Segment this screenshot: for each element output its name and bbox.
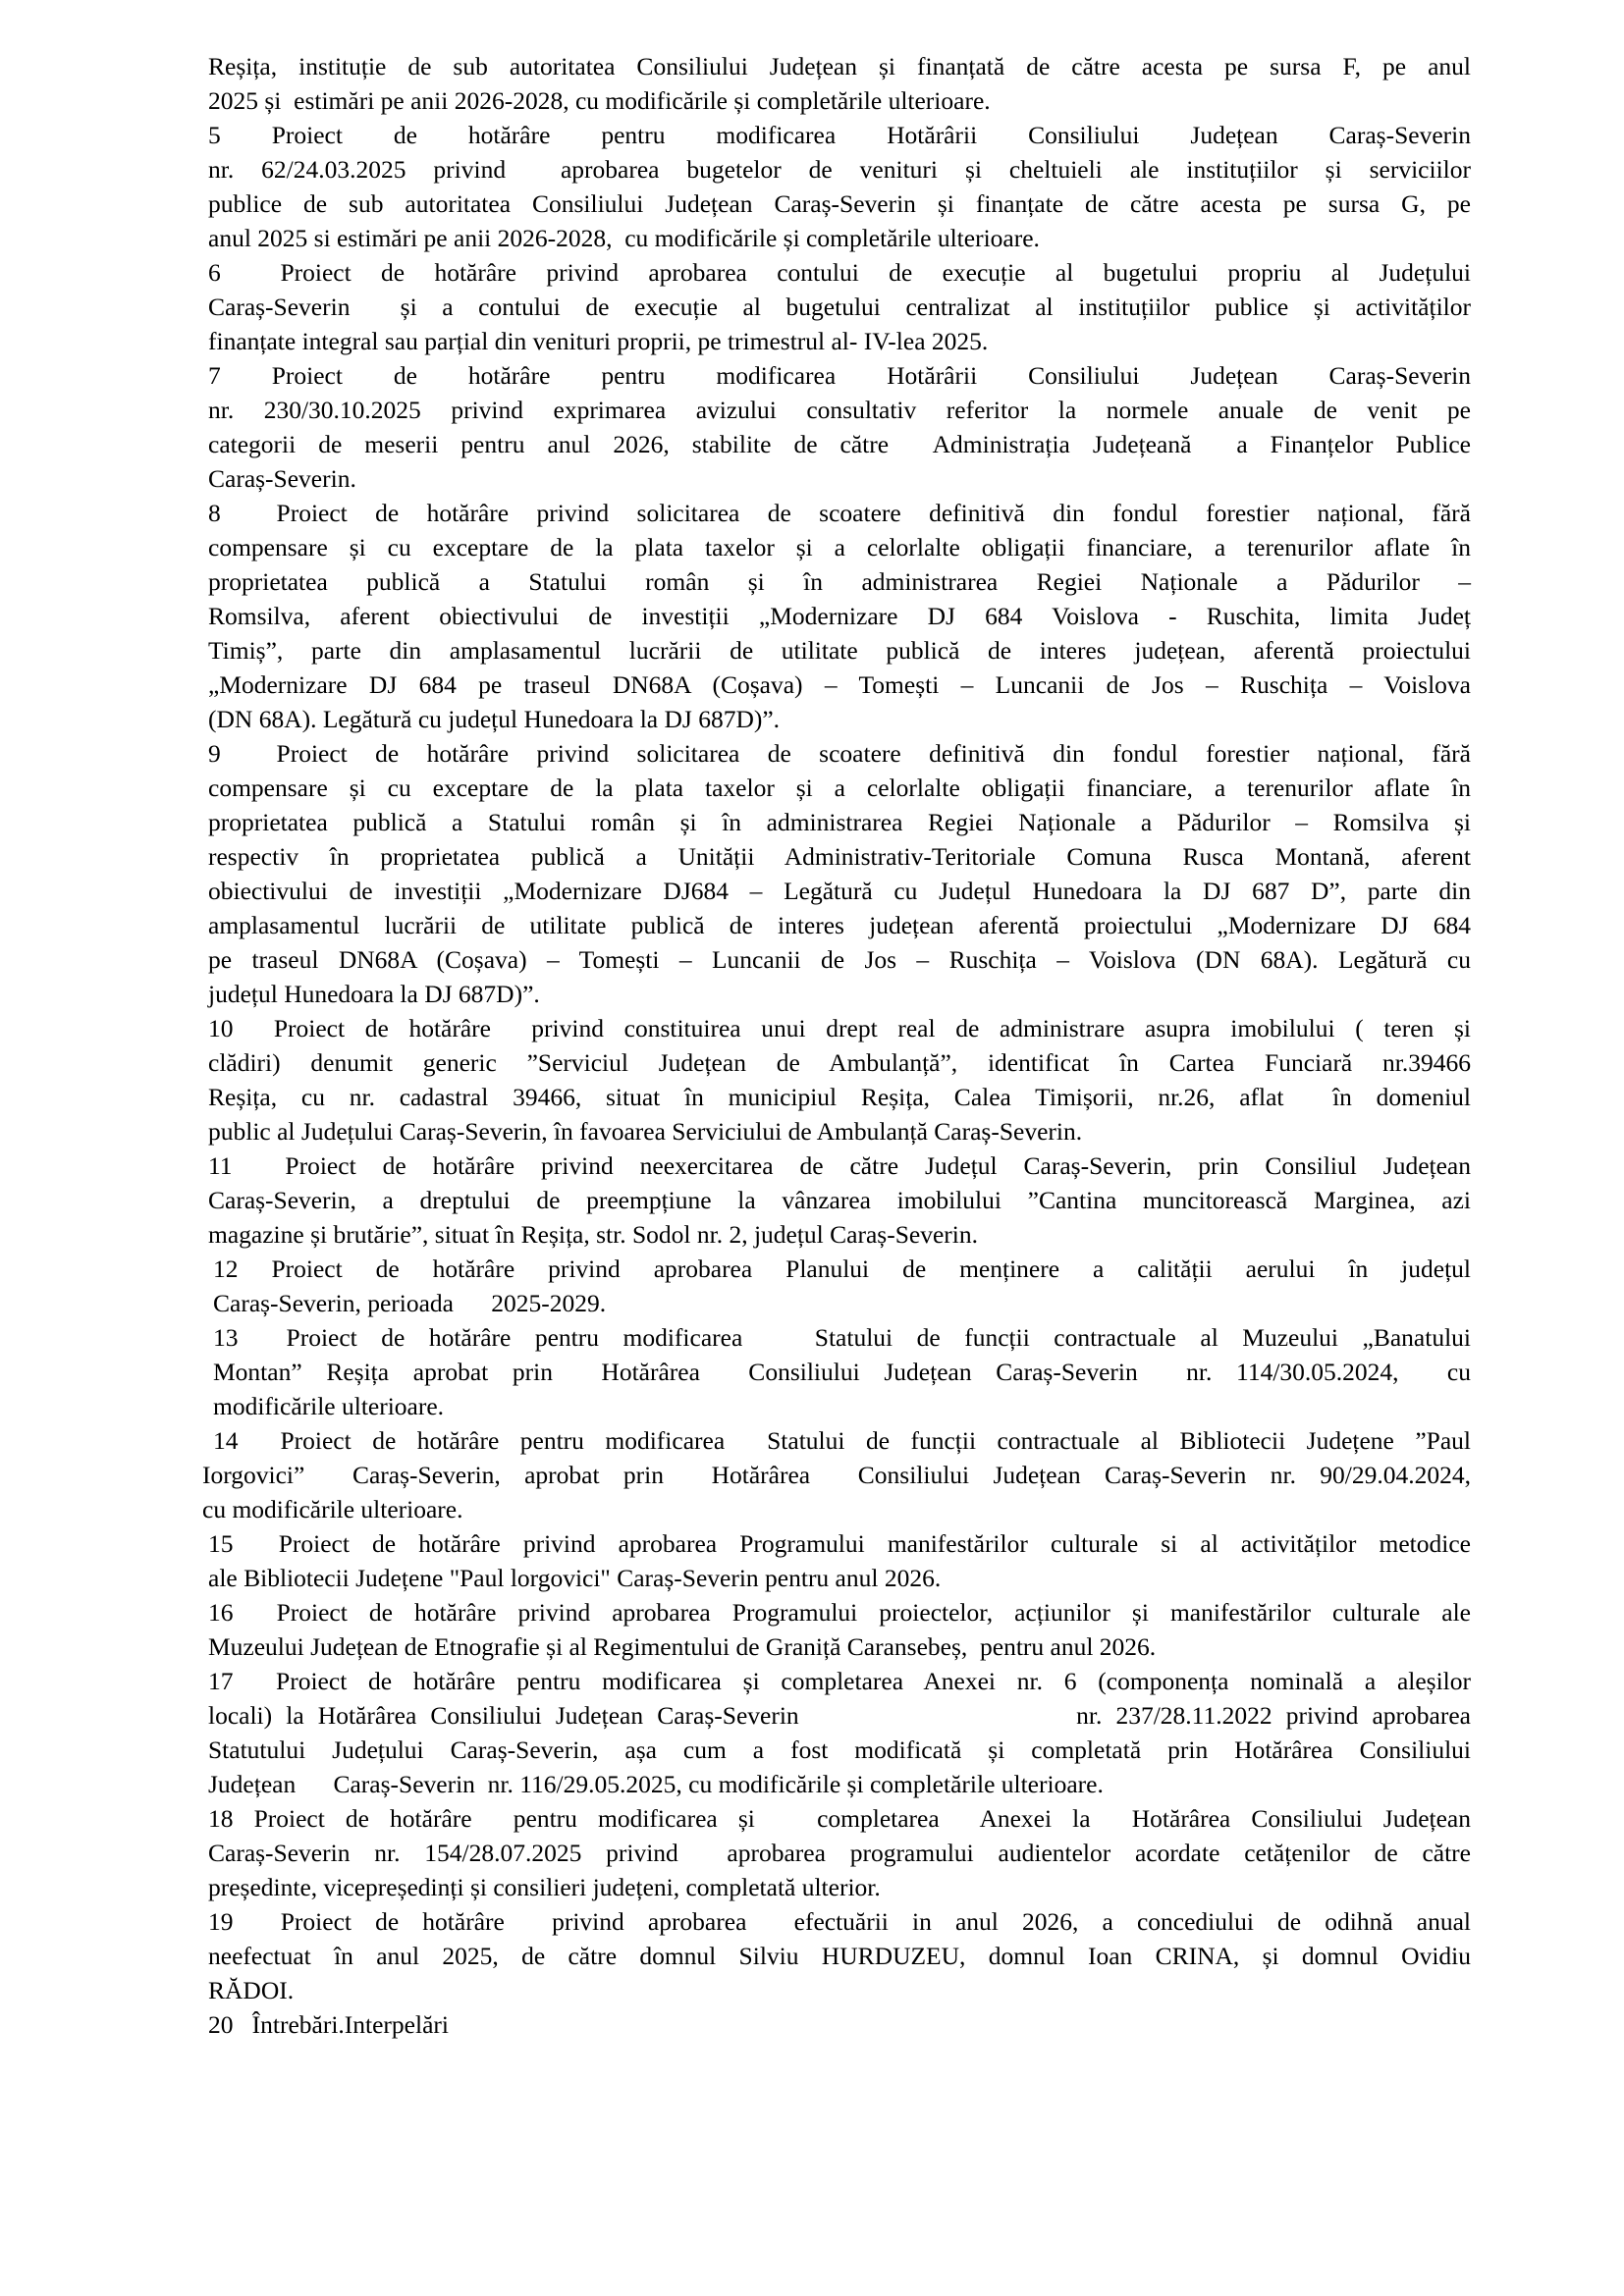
agenda-item-11: 11 Proiect de hotărâre privind neexercitarea de către Județul Caraș-Severin, prin Consiliul Județean [208,1151,1471,1180]
agenda-item-18: 18 Proiect de hotărâre pentru modificarea și completarea Anexei la Hotărârea Consiliului Județean [208,1804,1471,1833]
text-line: nr. 62/24.03.2025 privind aprobarea bugetelor de venituri și cheltuieli ale instituțiilor și serviciilor [208,155,1471,184]
text-line: Județean Caraș-Severin nr. 116/29.05.2025, cu modificările și completările ulterioare. [208,1770,1104,1798]
text-line: Montan” Reșița aprobat prin Hotărârea Consiliului Județean Caraș-Severin nr. 114/30.05.2024, cu [213,1358,1471,1386]
agenda-item-6: 6 Proiect de hotărâre privind aprobarea contului de execuție al bugetului propriu al Județului [208,258,1471,287]
text-line: finanțate integral sau parțial din venituri proprii, pe trimestrul al- IV-lea 2025. [208,327,989,355]
text-line: modificările ulterioare. [213,1392,445,1420]
text-line: nr. 230/30.10.2025 privind exprimarea avizului consultativ referitor la normele anuale de venit pe [208,396,1471,424]
agenda-item-20: 20 Întrebări.Interpelări [208,2010,449,2039]
text-line: categorii de meserii pentru anul 2026, stabilite de către Administrația Județeană a Finanțelor Publice [208,430,1471,458]
agenda-item-15: 15 Proiect de hotărâre privind aprobarea Programului manifestărilor culturale si al activităților metodice [208,1529,1471,1558]
text-line: clădiri) denumit generic ”Serviciul Județean de Ambulanță”, identificat în Cartea Funciară nr.39466 [208,1048,1471,1077]
text-line: județul Hunedoara la DJ 687D)”. [208,980,540,1008]
text-line: președinte, vicepreședinți și consilieri județeni, completată ulterior. [208,1873,881,1901]
text-line: pe traseul DN68A (Coșava) – Tomești – Luncanii de Jos – Ruschița – Voislova (DN 68A). Legătură cu [208,945,1471,974]
text-line: Caraș-Severin. [208,464,356,493]
text-line: public al Județului Caraș-Severin, în favoarea Serviciului de Ambulanță Caraș-Severin. [208,1117,1083,1146]
text-line: Iorgovici” Caraș-Severin, aprobat prin Hotărârea Consiliului Județean Caraș-Severin nr. 90/29.04.2024, [202,1461,1471,1489]
text-line: anul 2025 si estimări pe anii 2026-2028, cu modificările și completările ulterioare. [208,224,1040,252]
agenda-item-5: 5 Proiect de hotărâre pentru modificarea Hotărârii Consiliului Județean Caraș-Severin [208,121,1471,149]
text-line: ale Bibliotecii Județene "Paul lorgovici" Caraș-Severin pentru anul 2026. [208,1564,942,1592]
text-line: Caraș-Severin, perioada 2025-2029. [213,1289,607,1317]
text-line: Reșița, instituție de sub autoritatea Consiliului Județean și finanțată de către acesta pe sursa F, pe anul [208,52,1471,80]
text-line: Timiș”, parte din amplasamentul lucrării de utilitate publică de interes județean, aferentă proiectului [208,636,1471,665]
agenda-item-16: 16 Proiect de hotărâre privind aprobarea Programului proiectelor, acțiunilor și manifestărilor culturale ale [208,1598,1471,1627]
text-line: obiectivului de investiții „Modernizare DJ684 – Legătură cu Județul Hunedoara la DJ 687 D”, parte din [208,877,1471,905]
agenda-item-9: 9 Proiect de hotărâre privind solicitarea de scoatere definitivă din fondul forestier național, fără [208,739,1471,768]
text-line: (DN 68A). Legătură cu județul Hunedoara la DJ 687D)”. [208,705,781,733]
agenda-item-14: 14 Proiect de hotărâre pentru modificarea Statului de funcții contractuale al Bibliotecii Județene ”Paul [213,1426,1471,1455]
text-line: cu modificările ulterioare. [202,1495,463,1523]
agenda-item-17: 17 Proiect de hotărâre pentru modificarea și completarea Anexei nr. 6 (componența nominală a aleșilor [208,1667,1471,1695]
text-line: amplasamentul lucrării de utilitate publică de interes județean aferentă proiectului „Modernizare DJ 684 [208,911,1471,939]
text-line: locali) la Hotărârea Consiliului Județean Caraș-Severin nr. 237/28.11.2022 privind aprobarea [208,1701,1471,1730]
agenda-item-10: 10 Proiect de hotărâre privind constituirea unui drept real de administrare asupra imobilului ( teren și [208,1014,1471,1042]
text-line: RĂDOI. [208,1976,295,2004]
agenda-body-text [202,49,1471,2042]
text-line: Caraș-Severin, a dreptului de preempțiune la vânzarea imobilului ”Cantina muncitorească Marginea, azi [208,1186,1471,1214]
text-line: „Modernizare DJ 684 pe traseul DN68A (Coșava) – Tomești – Luncanii de Jos – Ruschița – Voislova [208,670,1471,699]
text-line: neefectuat în anul 2025, de către domnul Silviu HURDUZEU, domnul Ioan CRINA, și domnul Ovidiu [208,1942,1471,1970]
agenda-item-8: 8 Proiect de hotărâre privind solicitarea de scoatere definitivă din fondul forestier național, fără [208,499,1471,527]
agenda-item-19: 19 Proiect de hotărâre privind aprobarea efectuării in anul 2026, a concediului de odihnă anual [208,1907,1471,1936]
text-line: Caraș-Severin și a contului de execuție al bugetului centralizat al instituțiilor publice și activităților [208,293,1471,321]
text-line: magazine și brutărie”, situat în Reșița, str. Sodol nr. 2, județul Caraș-Severin. [208,1220,978,1249]
text-line: Caraș-Severin nr. 154/28.07.2025 privind aprobarea programului audientelor acordate cetățenilor de către [208,1839,1471,1867]
text-line: Romsilva, aferent obiectivului de investiții „Modernizare DJ 684 Voislova - Ruschita, limita Județ [208,602,1471,630]
text-line: Reșița, cu nr. cadastral 39466, situat în municipiul Reșița, Calea Timișorii, nr.26, aflat în domeniul [208,1083,1471,1111]
text-line: proprietatea publică a Statului român și în administrarea Regiei Naționale a Pădurilor – Romsilva și [208,808,1471,836]
agenda-item-12: 12 Proiect de hotărâre privind aprobarea Planului de menținere a calității aerului în județul [213,1255,1471,1283]
agenda-item-7: 7 Proiect de hotărâre pentru modificarea Hotărârii Consiliului Județean Caraș-Severin [208,361,1471,390]
text-line: compensare și cu exceptare de la plata taxelor și a celorlalte obligații financiare, a terenurilor aflate în [208,774,1471,802]
text-line: Muzeului Județean de Etnografie și al Regimentului de Graniță Caransebeș, pentru anul 2026. [208,1632,1157,1661]
text-line: 2025 și estimări pe anii 2026-2028, cu modificările și completările ulterioare. [208,86,991,115]
text-line: respectiv în proprietatea publică a Unității Administrativ-Teritoriale Comuna Rusca Montană, aferent [208,842,1471,871]
text-line: Statutului Județului Caraș-Severin, așa cum a fost modificată și completată prin Hotărârea Consiliului [208,1735,1471,1764]
text-line: publice de sub autoritatea Consiliului Județean Caraș-Severin și finanțate de către acesta pe sursa G, pe [208,189,1471,218]
text-line: compensare și cu exceptare de la plata taxelor și a celorlalte obligații financiare, a terenurilor aflate în [208,533,1471,561]
text-line: proprietatea publică a Statului român și în administrarea Regiei Naționale a Pădurilor – [208,567,1471,596]
agenda-item-13: 13 Proiect de hotărâre pentru modificarea Statului de funcții contractuale al Muzeului „Banatului [213,1323,1471,1352]
